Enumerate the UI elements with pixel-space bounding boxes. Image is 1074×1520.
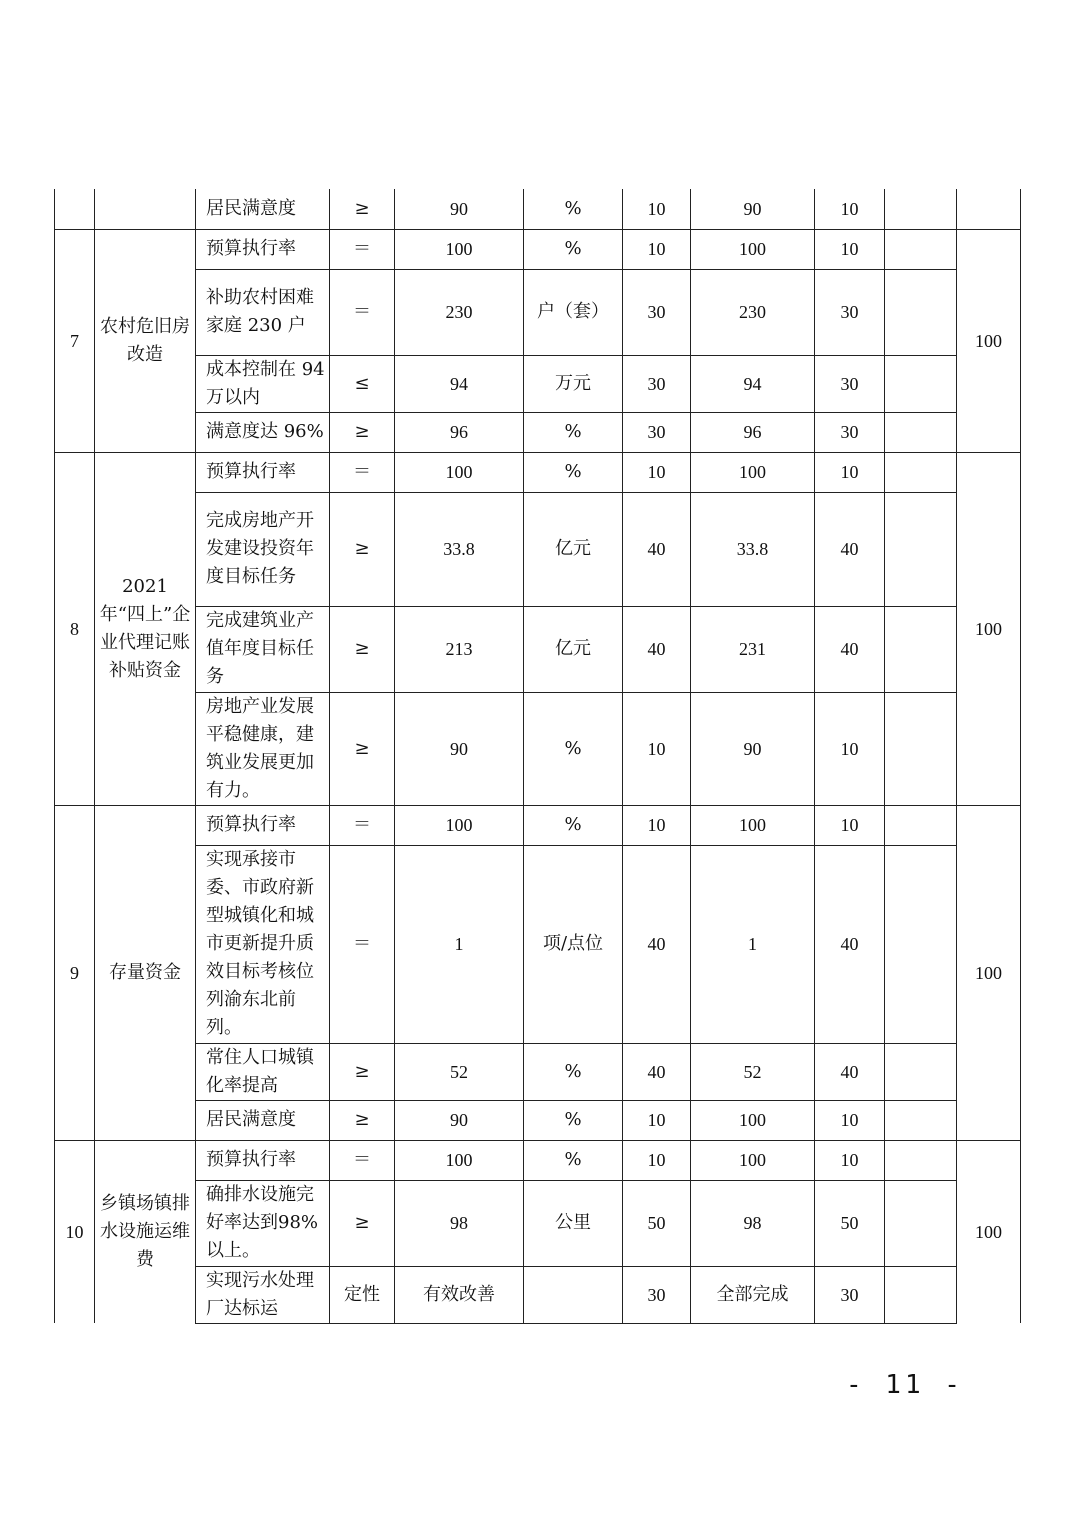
indicator-cell: 成本控制在 94 万以内: [196, 355, 330, 412]
actual-cell: 100: [691, 1100, 815, 1140]
indicator-cell: 满意度达 96%: [196, 412, 330, 452]
weight-cell: 40: [623, 1043, 691, 1100]
target-cell: 有效改善: [395, 1266, 524, 1323]
target-cell: 100: [395, 229, 524, 269]
project-total: 100: [957, 452, 1021, 805]
weight-cell: 30: [623, 355, 691, 412]
operator-cell: ≥: [330, 1100, 395, 1140]
indicator-cell: 预算执行率: [196, 1140, 330, 1180]
table-row: [55, 692, 1021, 805]
target-cell: 94: [395, 355, 524, 412]
project-no: 7: [55, 229, 95, 452]
target-cell: 213: [395, 606, 524, 692]
actual-cell: 全部完成: [691, 1266, 815, 1323]
actual-cell: 96: [691, 412, 815, 452]
unit-cell: %: [524, 452, 623, 492]
remark-cell: [885, 412, 957, 452]
remark-cell: [885, 269, 957, 355]
target-cell: 100: [395, 452, 524, 492]
unit-cell: %: [524, 189, 623, 229]
operator-cell: ≥: [330, 1043, 395, 1100]
indicator-cell: 补助农村困难家庭 230 户: [196, 269, 330, 355]
unit-cell: %: [524, 1100, 623, 1140]
actual-cell: 100: [691, 229, 815, 269]
operator-cell: ＝: [330, 229, 395, 269]
table-row: [55, 229, 1021, 269]
remark-cell: [885, 1043, 957, 1100]
table-row: [55, 1140, 1021, 1180]
project-no: 9: [55, 805, 95, 1140]
indicator-cell: 实现承接市委、市政府新型城镇化和城市更新提升质效目标考核位列渝东北前列。: [196, 845, 330, 1043]
unit-cell: %: [524, 692, 623, 805]
indicator-cell: 预算执行率: [196, 805, 330, 845]
actual-cell: 90: [691, 189, 815, 229]
actual-cell: 100: [691, 1140, 815, 1180]
actual-cell: 231: [691, 606, 815, 692]
actual-cell: 90: [691, 692, 815, 805]
weight-cell: 40: [623, 606, 691, 692]
operator-cell: ≥: [330, 1180, 395, 1266]
operator-cell: ＝: [330, 1140, 395, 1180]
score-cell: 10: [815, 452, 885, 492]
target-cell: 96: [395, 412, 524, 452]
score-cell: 30: [815, 269, 885, 355]
target-cell: 230: [395, 269, 524, 355]
table-row: [55, 412, 1021, 452]
project-total: 100: [957, 229, 1021, 452]
project-name: 乡镇场镇排水设施运维费: [95, 1140, 196, 1323]
unit-cell: 亿元: [524, 606, 623, 692]
weight-cell: 40: [623, 492, 691, 606]
weight-cell: 30: [623, 412, 691, 452]
indicator-cell: 居民满意度: [196, 189, 330, 229]
target-cell: 90: [395, 692, 524, 805]
indicator-cell: 房地产业发展平稳健康，建筑业发展更加有力。: [196, 692, 330, 805]
indicator-cell: 预算执行率: [196, 229, 330, 269]
table-row: [55, 606, 1021, 692]
table-row: [55, 1043, 1021, 1100]
score-cell: 10: [815, 1100, 885, 1140]
operator-cell: ≥: [330, 189, 395, 229]
score-cell: 40: [815, 1043, 885, 1100]
project-cell: [95, 189, 196, 229]
score-cell: 50: [815, 1180, 885, 1266]
actual-cell: 230: [691, 269, 815, 355]
indicator-cell: 完成房地产开发建设投资年度目标任务: [196, 492, 330, 606]
unit-cell: %: [524, 229, 623, 269]
remark-cell: [885, 492, 957, 606]
table-row: [55, 452, 1021, 492]
indicator-cell: 预算执行率: [196, 452, 330, 492]
operator-cell: ≥: [330, 692, 395, 805]
total-cell: [957, 189, 1021, 229]
weight-cell: 30: [623, 269, 691, 355]
weight-cell: 10: [623, 1100, 691, 1140]
indicator-cell: 确排水设施完好率达到98%以上。: [196, 1180, 330, 1266]
remark-cell: [885, 606, 957, 692]
unit-cell: 亿元: [524, 492, 623, 606]
score-cell: 40: [815, 606, 885, 692]
target-cell: 90: [395, 189, 524, 229]
remark-cell: [885, 1140, 957, 1180]
project-total: 100: [957, 805, 1021, 1140]
target-cell: 90: [395, 1100, 524, 1140]
target-cell: 33.8: [395, 492, 524, 606]
unit-cell: %: [524, 1043, 623, 1100]
table-row: [55, 492, 1021, 606]
table-row: [55, 355, 1021, 412]
score-cell: 40: [815, 845, 885, 1043]
project-name: 农村危旧房改造: [95, 229, 196, 452]
project-no: 10: [55, 1140, 95, 1323]
target-cell: 100: [395, 805, 524, 845]
actual-cell: 94: [691, 355, 815, 412]
operator-cell: ≥: [330, 606, 395, 692]
weight-cell: 10: [623, 805, 691, 845]
no-cell: [55, 189, 95, 229]
indicator-cell: 完成建筑业产值年度目标任务: [196, 606, 330, 692]
weight-cell: 10: [623, 692, 691, 805]
operator-cell: ＝: [330, 269, 395, 355]
actual-cell: 1: [691, 845, 815, 1043]
performance-table: [54, 189, 1021, 1324]
target-cell: 1: [395, 845, 524, 1043]
unit-cell: 万元: [524, 355, 623, 412]
actual-cell: 98: [691, 1180, 815, 1266]
remark-cell: [885, 452, 957, 492]
remark-cell: [885, 805, 957, 845]
weight-cell: 30: [623, 1266, 691, 1323]
actual-cell: 33.8: [691, 492, 815, 606]
remark-cell: [885, 1180, 957, 1266]
weight-cell: 10: [623, 189, 691, 229]
indicator-cell: 实现污水处理厂达标运: [196, 1266, 330, 1323]
target-cell: 98: [395, 1180, 524, 1266]
score-cell: 10: [815, 1140, 885, 1180]
unit-cell: %: [524, 1140, 623, 1180]
actual-cell: 52: [691, 1043, 815, 1100]
operator-cell: ≤: [330, 355, 395, 412]
operator-cell: 定性: [330, 1266, 395, 1323]
operator-cell: ＝: [330, 845, 395, 1043]
operator-cell: ≥: [330, 492, 395, 606]
score-cell: 30: [815, 355, 885, 412]
table-row: [55, 1100, 1021, 1140]
remark-cell: [885, 355, 957, 412]
project-total: 100: [957, 1140, 1021, 1323]
weight-cell: 10: [623, 1140, 691, 1180]
score-cell: 40: [815, 492, 885, 606]
actual-cell: 100: [691, 452, 815, 492]
score-cell: 10: [815, 692, 885, 805]
unit-cell: 项/点位: [524, 845, 623, 1043]
operator-cell: ≥: [330, 412, 395, 452]
indicator-cell: 常住人口城镇化率提高: [196, 1043, 330, 1100]
unit-cell: [524, 1266, 623, 1323]
unit-cell: %: [524, 412, 623, 452]
remark-cell: [885, 189, 957, 229]
unit-cell: 户（套）: [524, 269, 623, 355]
operator-cell: ＝: [330, 452, 395, 492]
score-cell: 30: [815, 1266, 885, 1323]
remark-cell: [885, 845, 957, 1043]
remark-cell: [885, 1100, 957, 1140]
target-cell: 100: [395, 1140, 524, 1180]
table-row: [55, 189, 1021, 229]
remark-cell: [885, 1266, 957, 1323]
table-row: [55, 845, 1021, 1043]
indicator-cell: 居民满意度: [196, 1100, 330, 1140]
project-name: 2021 年“四上”企业代理记账补贴资金: [95, 452, 196, 805]
score-cell: 10: [815, 229, 885, 269]
table-row: [55, 805, 1021, 845]
remark-cell: [885, 692, 957, 805]
remark-cell: [885, 229, 957, 269]
table-row: [55, 1180, 1021, 1266]
table-row: [55, 269, 1021, 355]
project-no: 8: [55, 452, 95, 805]
score-cell: 10: [815, 189, 885, 229]
unit-cell: %: [524, 805, 623, 845]
actual-cell: 100: [691, 805, 815, 845]
table-row: [55, 1266, 1021, 1323]
weight-cell: 10: [623, 452, 691, 492]
unit-cell: 公里: [524, 1180, 623, 1266]
page-number: - 11 -: [846, 1370, 964, 1400]
target-cell: 52: [395, 1043, 524, 1100]
project-name: 存量资金: [95, 805, 196, 1140]
weight-cell: 50: [623, 1180, 691, 1266]
score-cell: 10: [815, 805, 885, 845]
weight-cell: 40: [623, 845, 691, 1043]
weight-cell: 10: [623, 229, 691, 269]
score-cell: 30: [815, 412, 885, 452]
operator-cell: ＝: [330, 805, 395, 845]
